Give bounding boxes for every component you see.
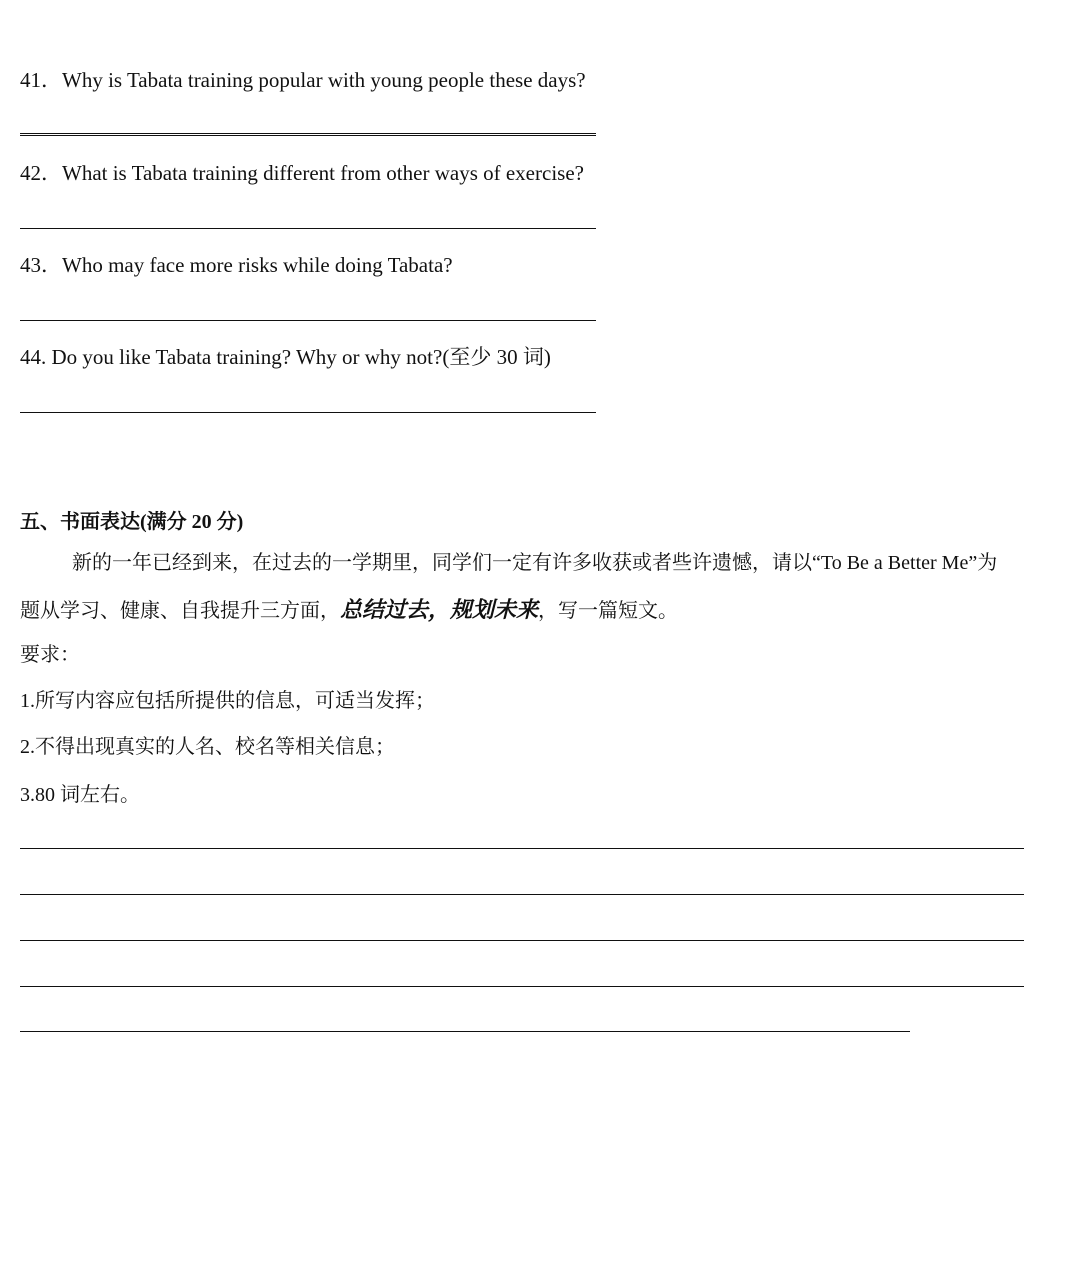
requirements-label: 要求： xyxy=(20,644,80,666)
answer-line-44[interactable] xyxy=(20,412,596,413)
writing-section-title: 五、书面表达(满分 20 分) xyxy=(20,511,244,533)
prompt-line2-start: 题从学习、健康、自我提升三方面， xyxy=(20,600,340,622)
question-44: 44. Do you like Tabata training? Why or why not?(至少 30 词) xyxy=(20,345,551,369)
requirement-3: 3.80 词左右。 xyxy=(20,784,140,806)
answer-line-42[interactable] xyxy=(20,228,596,229)
prompt-line2-end: ，写一篇短文。 xyxy=(538,600,679,622)
essay-line-5[interactable] xyxy=(20,1031,910,1032)
prompt-emphasis: 总结过去，规划未来 xyxy=(340,597,539,622)
question-42: 42．What is Tabata training different from other ways of exercise? xyxy=(20,161,584,185)
essay-line-4[interactable] xyxy=(20,986,1024,987)
essay-line-3[interactable] xyxy=(20,940,1024,941)
question-43: 43．Who may face more risks while doing Tabata? xyxy=(20,253,453,277)
requirement-1: 1.所写内容应包括所提供的信息，可适当发挥； xyxy=(20,690,435,712)
answer-line-43[interactable] xyxy=(20,320,596,321)
writing-prompt-line2 xyxy=(20,596,678,625)
writing-prompt-line1: 新的一年已经到来，在过去的一学期里，同学们一定有许多收获或者些许遗憾，请以“To Be a Better Me”为 xyxy=(72,552,998,574)
essay-line-1[interactable] xyxy=(20,848,1024,849)
question-41: 41．Why is Tabata training popular with young people these days? xyxy=(20,68,586,92)
essay-line-2[interactable] xyxy=(20,894,1024,895)
requirement-2: 2.不得出现真实的人名、校名等相关信息； xyxy=(20,736,395,758)
answer-line-41[interactable] xyxy=(20,133,596,138)
